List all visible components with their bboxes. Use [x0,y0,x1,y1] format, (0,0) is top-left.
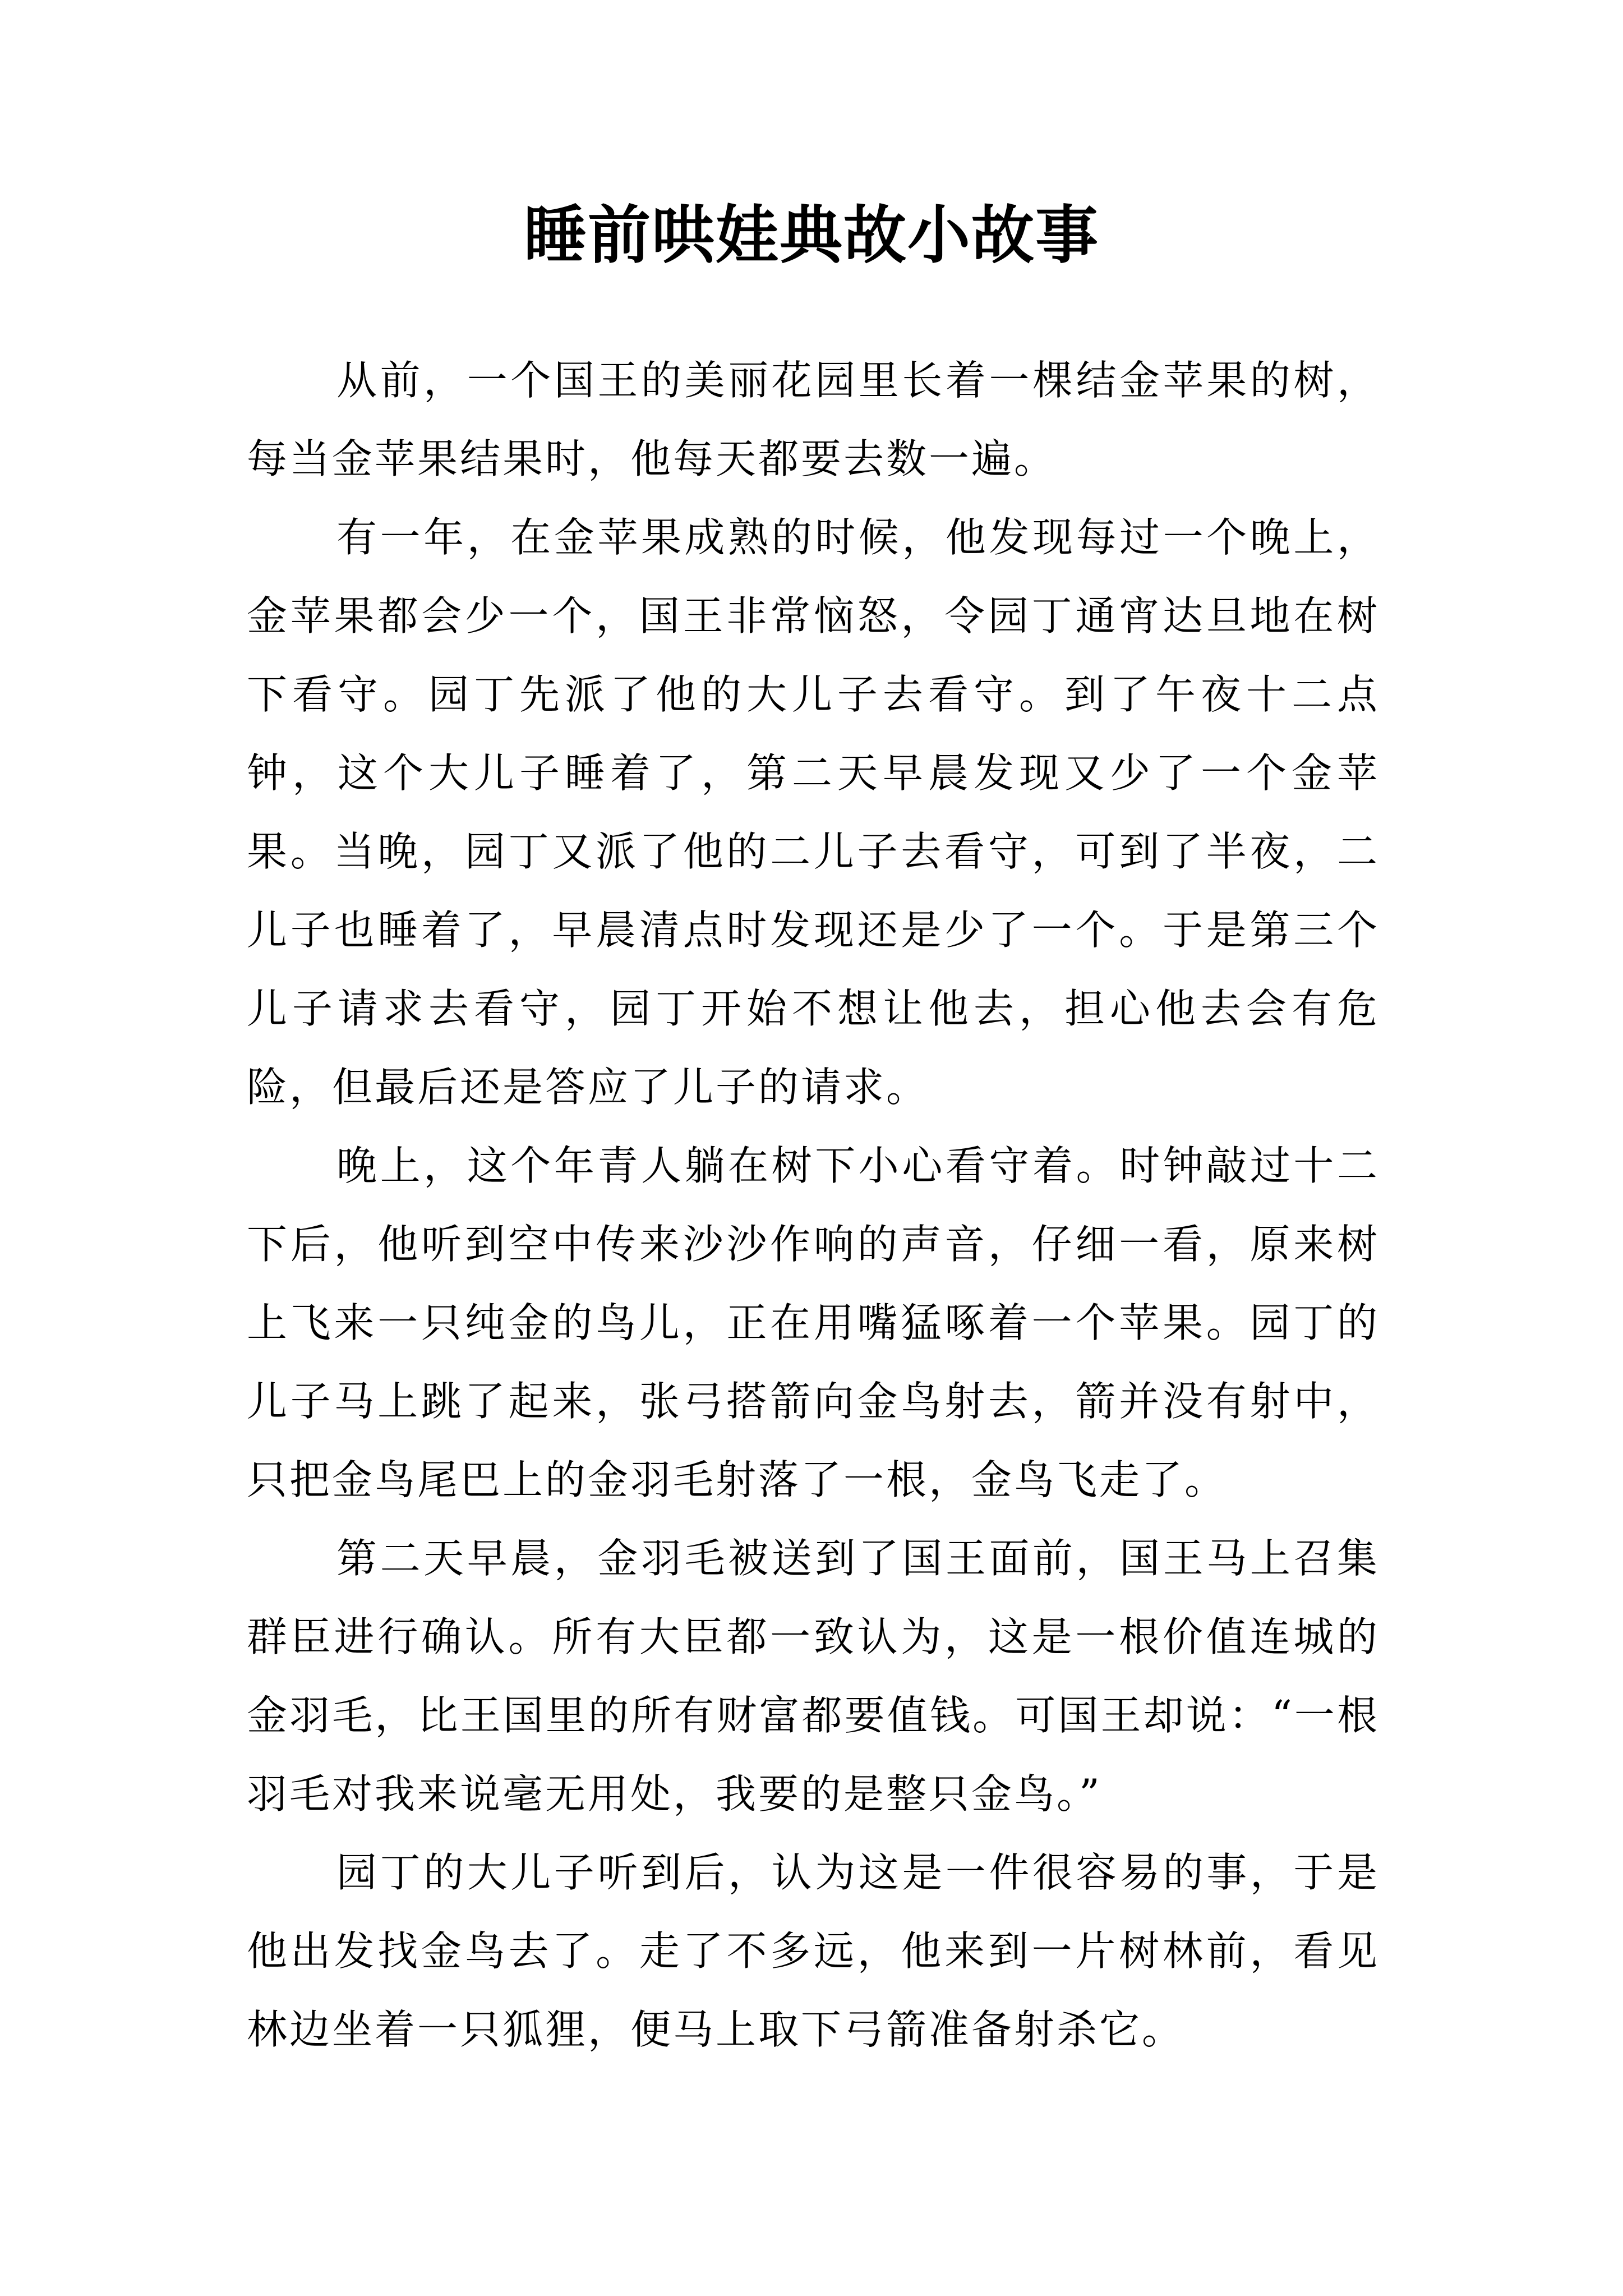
paragraph-3: 晚上，这个年青人躺在树下小心看守着。时钟敲过十二下后，他听到空中传来沙沙作响的声音，仔细一看，原来树上飞来一只纯金的鸟儿，正在用嘴猛啄着一个苹果。园丁的儿子马上跳了起来，张弓搭箭向金鸟射去，箭并没有射中，只把金鸟尾巴上的金羽毛射落了一根，金鸟飞走了。 [247,1142,1380,1503]
paragraph-4: 第二天早晨，金羽毛被送到了国王面前，国王马上召集群臣进行确认。所有大臣都一致认为，这是一根价值连城的金羽毛，比王国里的所有财富都要值钱。可国王却说：“一根羽毛对我来说毫无用处，我要的是整只金鸟。” [247,1535,1380,1818]
document-title: 睡前哄娃典故小故事 [524,199,1099,272]
paragraph-2: 有一年，在金苹果成熟的时候，他发现每过一个晚上，金苹果都会少一个，国王非常恼怒，令园丁通宵达旦地在树下看守。园丁先派了他的大儿子去看守。到了午夜十二点钟，这个大儿子睡着了，第二天早晨发现又少了一个金苹果。当晚，园丁又派了他的二儿子去看守，可到了半夜，二儿子也睡着了，早晨清点时发现还是少了一个。于是第三个儿子请求去看守，园丁开始不想让他去，担心他去会有危险，但最后还是答应了儿子的请求。 [247,514,1380,1111]
paragraph-5: 园丁的大儿子听到后，认为这是一件很容易的事，于是他出发找金鸟去了。走了不多远，他来到一片树林前，看见林边坐着一只狐狸，便马上取下弓箭准备射杀它。 [247,1849,1380,2053]
paragraph-1: 从前，一个国王的美丽花园里长着一棵结金苹果的树，每当金苹果结果时，他每天都要去数一遍。 [247,357,1380,482]
document-body [247,341,1380,2069]
